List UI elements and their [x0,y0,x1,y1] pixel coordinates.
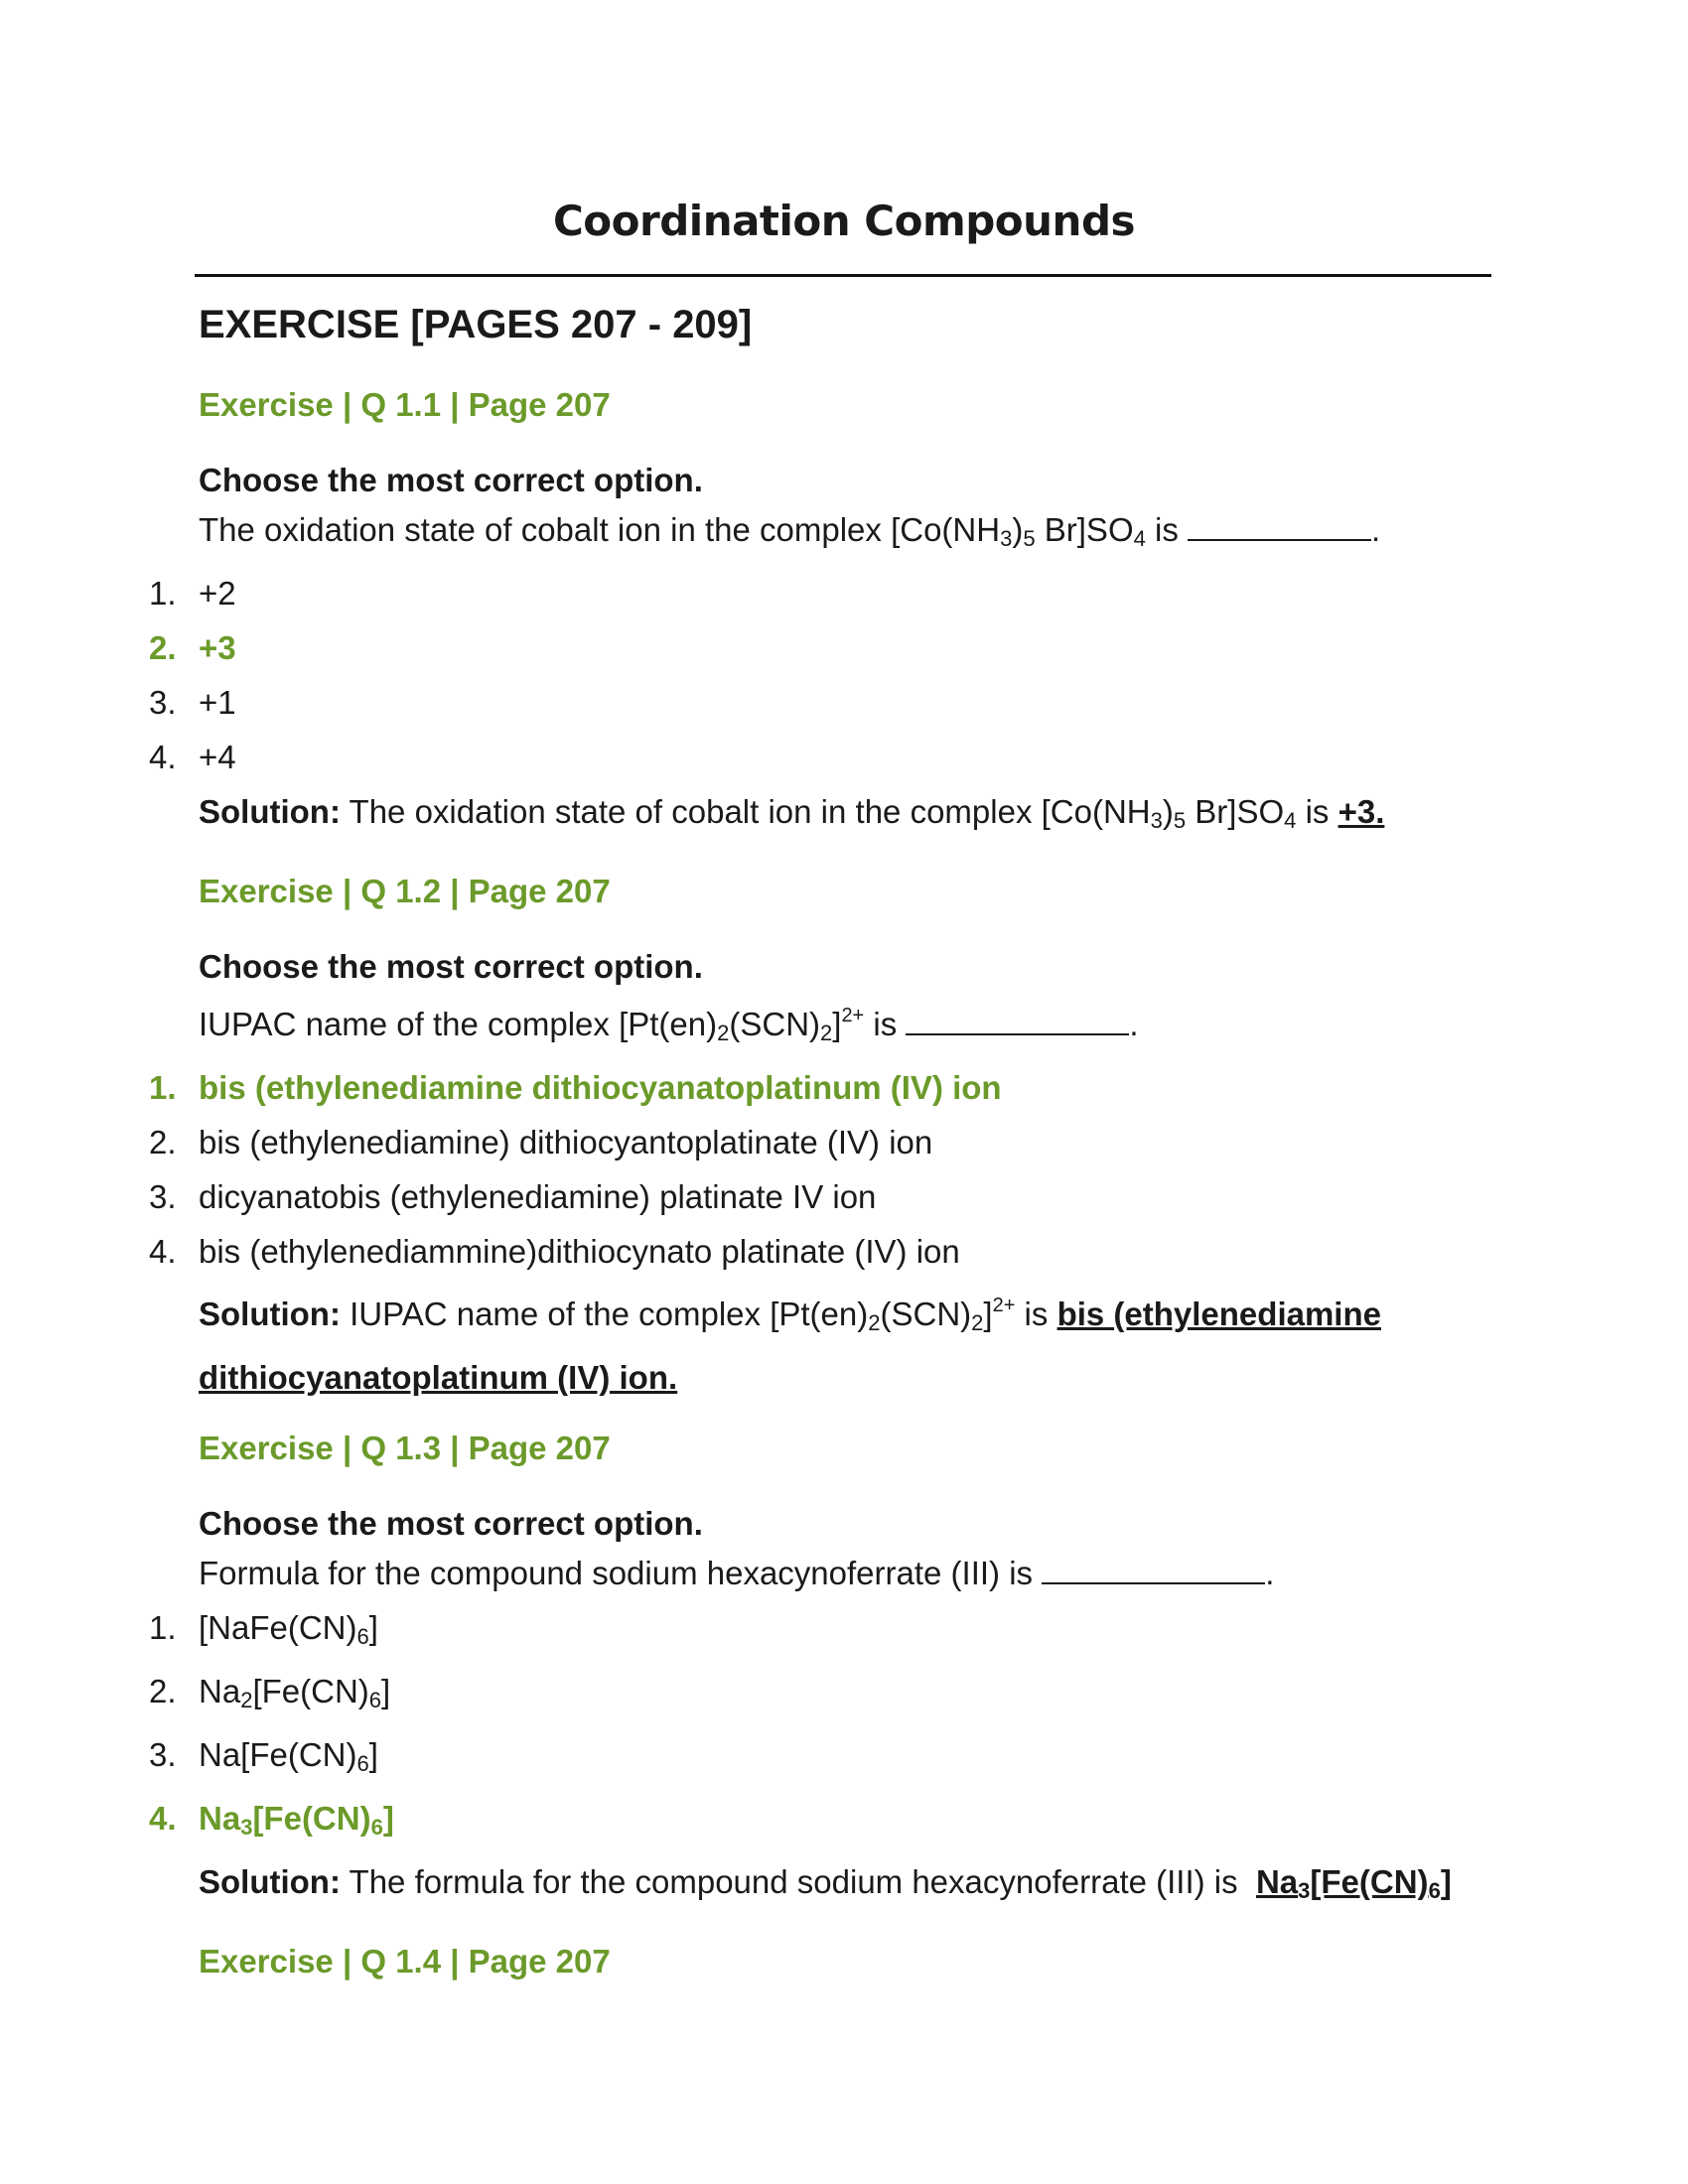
option-item-correct[interactable]: 1. bis (ethylenediamine dithiocyanatoplatinum (IV) ion [149,1069,1002,1106]
option-item[interactable]: 1. +2 [149,575,236,612]
question-heading[interactable]: Exercise | Q 1.1 | Page 207 [199,386,611,423]
question-text: IUPAC name of the complex $[Pt(en)_2(SCN)_2]^{2+}$ is . [199,1005,1139,1045]
question-block-2 [149,870,1499,1405]
option-item[interactable]: 1. $[NaFe(CN)_6]$ [149,1609,378,1649]
option-list [149,1600,1499,1854]
title-divider [195,274,1491,277]
option-item[interactable]: 4. bis (ethylenediammine)dithiocynato platinate (IV) ion [149,1233,960,1270]
solution-answer: bis (ethylenediamine dithiocyanatoplatinum (IV) ion. [199,1296,1381,1396]
question-text: Formula for the compound sodium hexacynoferrate (III) is . [199,1555,1275,1591]
option-item[interactable]: 3. +1 [149,684,236,721]
question-instruction: Choose the most correct option. [199,948,703,985]
option-item-correct[interactable]: 2. +3 [149,629,236,666]
option-list [149,1060,1499,1279]
option-item[interactable]: 3. dicyanatobis (ethylenediamine) platinate IV ion [149,1178,877,1215]
option-list [149,566,1499,784]
question-heading[interactable]: Exercise | Q 1.3 | Page 207 [199,1430,611,1466]
question-heading[interactable]: Exercise | Q 1.2 | Page 207 [199,873,611,909]
question-instruction: Choose the most correct option. [199,1505,703,1542]
question-heading[interactable]: Exercise | Q 1.4 | Page 207 [199,1943,611,1979]
document-body [149,298,1499,1983]
solution: Solution: IUPAC name of the complex $[Pt(en)_2(SCN)_2]^{2+}$ is bis (ethylenediamine dithiocyanatoplatinum (IV) ion. [199,1295,1381,1396]
option-item[interactable]: 2. $Na_2[Fe(CN)_6]$ [149,1673,391,1712]
option-item[interactable]: 3. $Na[Fe(CN)_6]$ [149,1736,378,1776]
solution: Solution: The oxidation state of cobalt ion in the complex [$Co(NH_3)_5$ $Br]SO_4$ is +3. [199,793,1385,833]
question-text: The oxidation state of cobalt ion in the complex [$Co(NH_3)_5$ $Br]SO_4$ is . [199,511,1381,551]
option-item[interactable]: 4. +4 [149,739,236,775]
option-item-correct[interactable]: 4. $Na_3[Fe(CN)_6]$ [149,1800,394,1840]
solution: Solution: The formula for the compound sodium hexacynoferrate (III) is $Na_3[Fe(CN)_6]$ [199,1863,1452,1903]
page-title: Coordination Compounds [552,197,1136,245]
question-block-4 [149,1940,1499,1983]
question-instruction: Choose the most correct option. [199,462,703,498]
solution-answer: +3. [1337,793,1385,830]
solution-answer: $Na_3[Fe(CN)_6]$ [1255,1863,1452,1903]
question-block-3 [149,1427,1499,1918]
exercise-heading: EXERCISE [PAGES 207 - 209] [199,303,753,346]
option-item[interactable]: 2. bis (ethylenediamine) dithiocyantoplatinate (IV) ion [149,1124,933,1160]
question-block-1 [149,383,1499,848]
